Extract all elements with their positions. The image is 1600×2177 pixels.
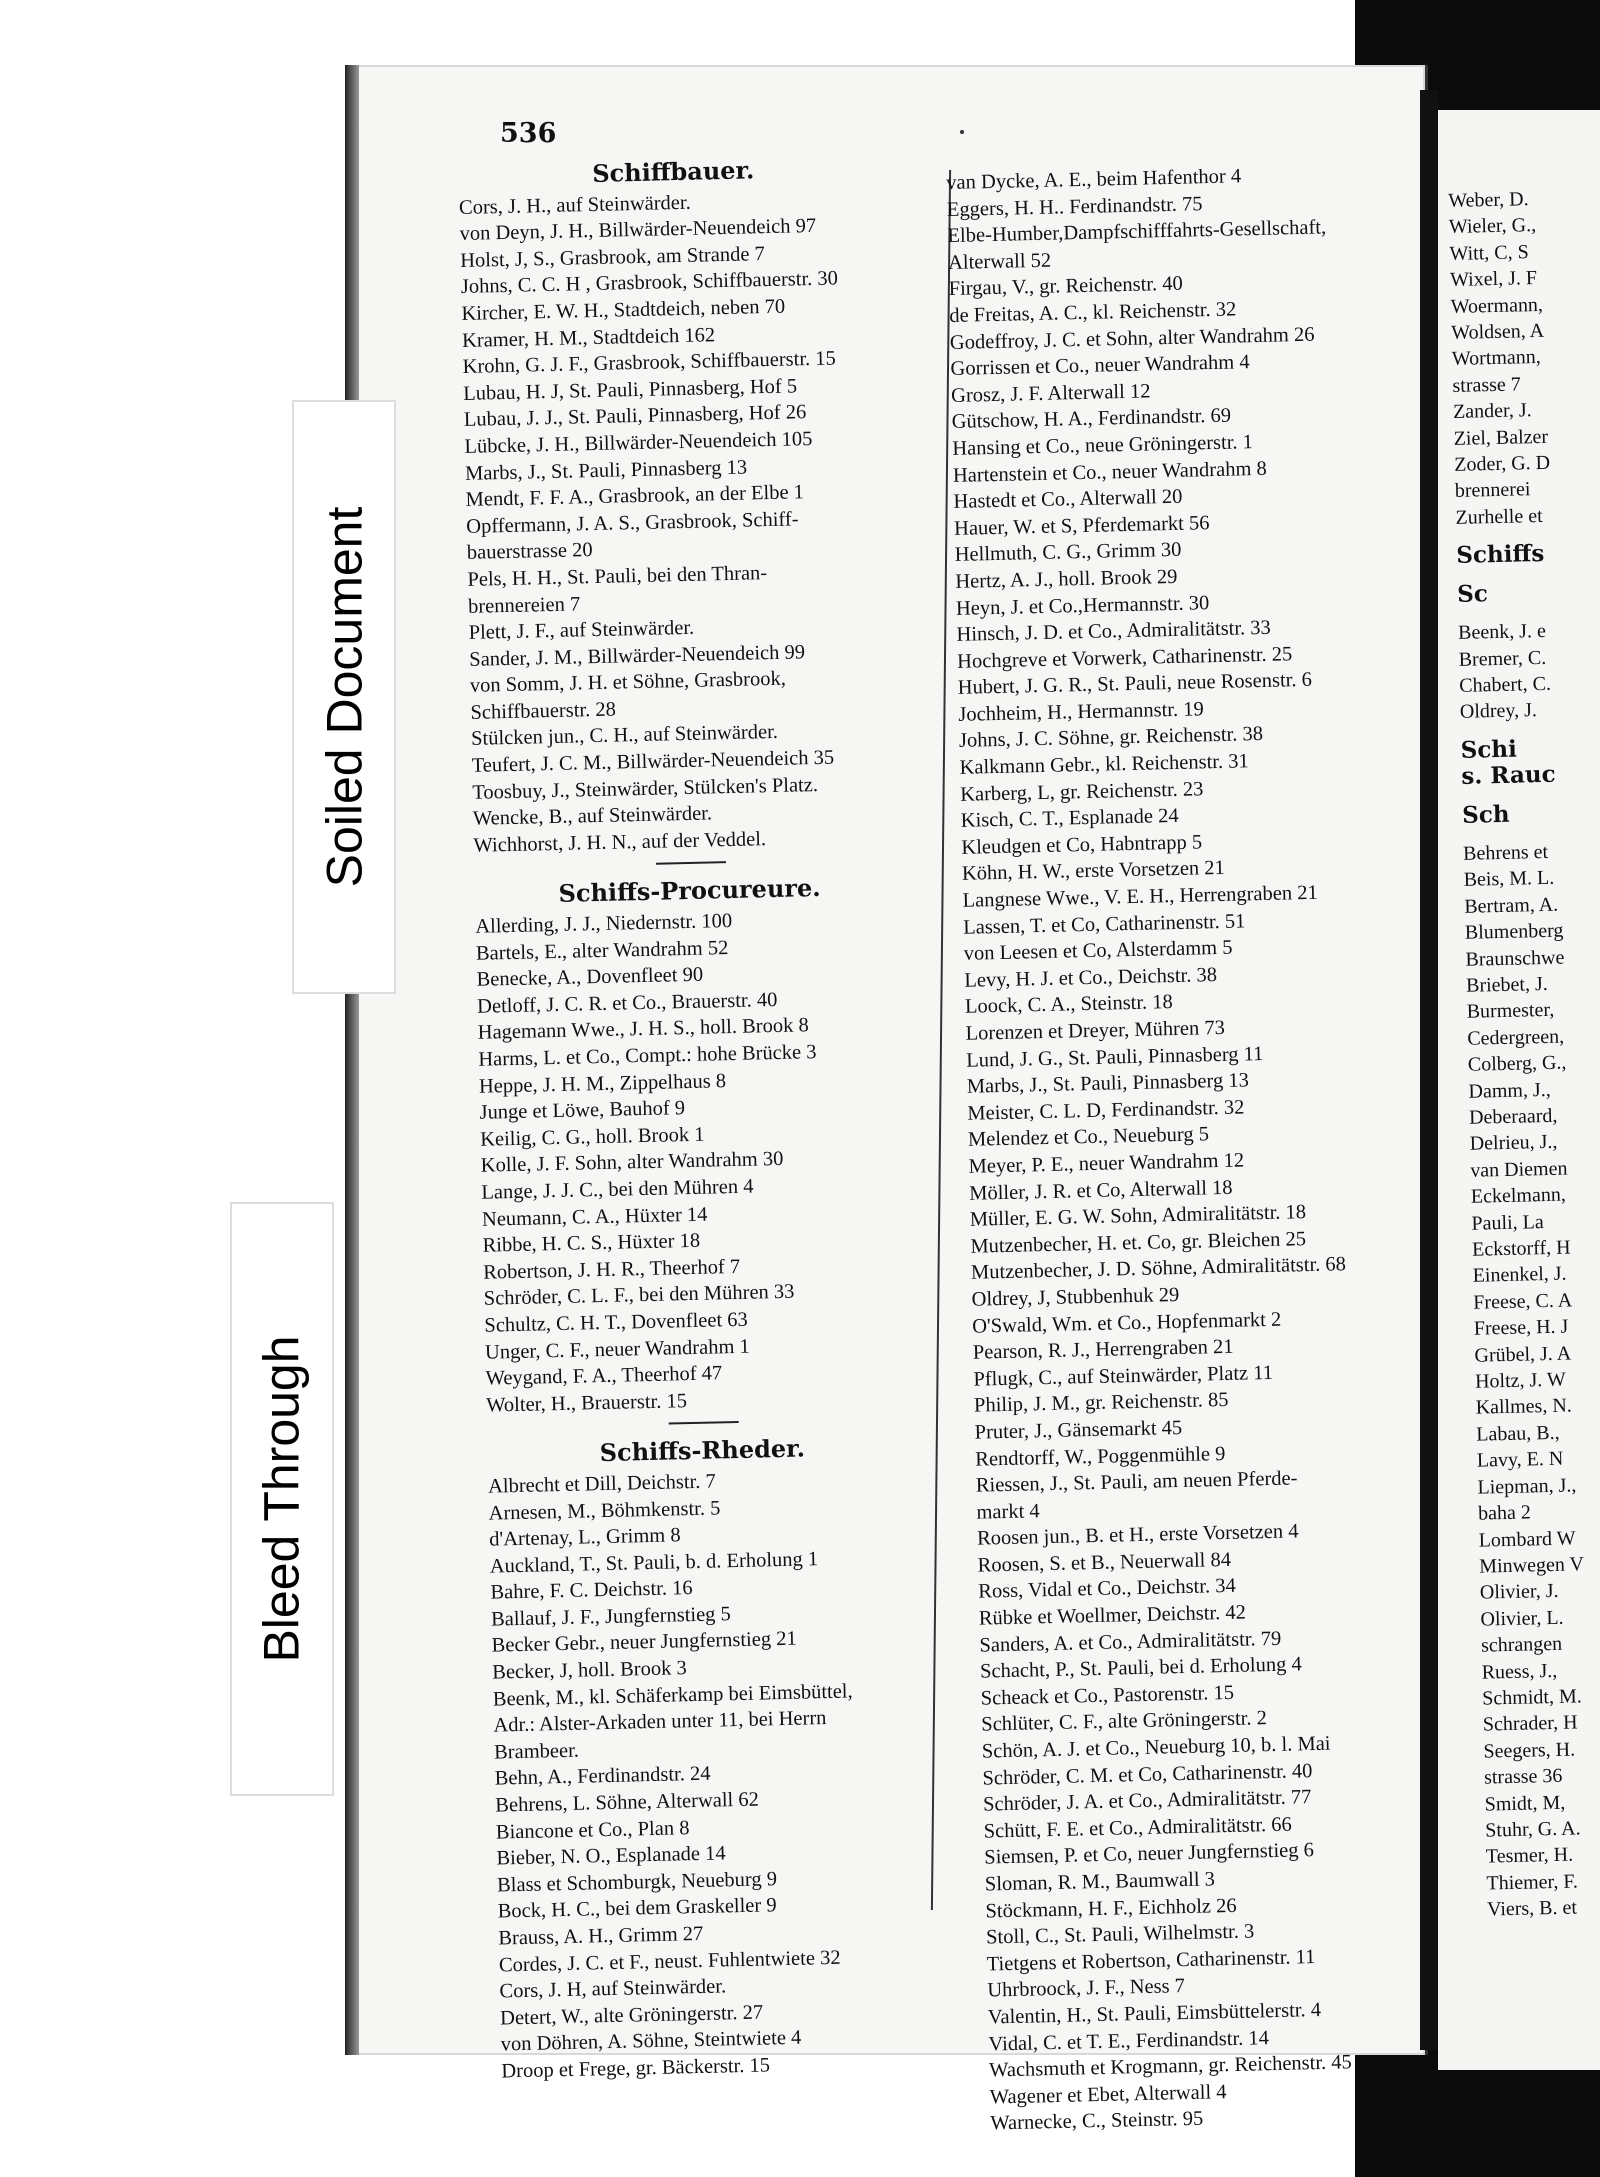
directory-entry: Roosen, S. et B., Neuerwall 84 — [977, 1548, 1232, 1577]
directory-entry: Elbe-Humber,Dampfschifffahrts-Gesellschaft, — [947, 216, 1327, 248]
directory-entry: Oldrey, J, Stubbenhuk 29 — [971, 1283, 1180, 1311]
directory-entry: Langnese Wwe., V. E. H., Herrengraben 21 — [962, 881, 1318, 912]
directory-entry: Hochgreve et Vorwerk, Catharinenstr. 25 — [956, 642, 1293, 673]
directory-entry: Lubau, H. J, St. Pauli, Pinnasberg, Hof 5 — [463, 375, 798, 405]
adjacent-page-line: Freese, H. J — [1473, 1315, 1569, 1340]
adjacent-page-line: Minwegen V — [1479, 1553, 1585, 1578]
section-divider — [669, 1421, 739, 1425]
adjacent-page-line: Smidt, M, — [1484, 1791, 1566, 1816]
directory-entry: Opffermann, J. A. S., Grasbrook, Schiff- — [466, 508, 799, 538]
directory-entry: Möller, J. R. et Co, Alterwall 18 — [968, 1176, 1233, 1205]
directory-entry: Alterwall 52 — [947, 249, 1052, 274]
directory-entry: Cordes, J. C. et F., neust. Fuhlentwiete 32 — [498, 1946, 841, 1977]
directory-entry: Hansing et Co., neue Gröningerstr. 1 — [952, 431, 1254, 460]
section-schiffs-procureure — [474, 872, 966, 1419]
directory-entry: Heppe, J. H. M., Zippelhaus 8 — [478, 1069, 727, 1098]
directory-entry: Kleudgen et Co, Habntrapp 5 — [961, 831, 1203, 859]
adjacent-page-line: Woldsen, A — [1451, 319, 1545, 344]
directory-entry: Cors, J. H, auf Steinwärder. — [499, 1975, 727, 2003]
directory-entry: Pflugk, C., auf Steinwärder, Platz 11 — [973, 1361, 1274, 1391]
directory-entry: Schröder, C. M. et Co, Catharinenstr. 40 — [982, 1759, 1313, 1790]
directory-entry: Behrens, L. Söhne, Alterwall 62 — [495, 1788, 760, 1817]
directory-entry: Harms, L. et Co., Compt.: hohe Brücke 3 — [478, 1041, 817, 1071]
directory-entry: Lund, J. G., St. Pauli, Pinnasberg 11 — [965, 1042, 1264, 1072]
section-heading: Schiffs-Rheder. — [599, 1433, 806, 1468]
directory-entry: Hastedt et Co., Alterwall 20 — [953, 485, 1183, 514]
directory-entry: Bieber, N. O., Esplanade 14 — [496, 1842, 726, 1870]
directory-entry: Vidal, C. et T. E., Ferdinandstr. 14 — [988, 2026, 1270, 2056]
directory-entry: Weygand, F. A., Theerhof 47 — [485, 1362, 723, 1390]
directory-entry: Auckland, T., St. Pauli, b. d. Erholung 1 — [489, 1547, 819, 1578]
adjacent-page-line: Eckelmann, — [1470, 1183, 1567, 1208]
bleed-through-label-text: Bleed Through — [254, 1335, 311, 1663]
directory-entry: Kisch, C. T., Esplanade 24 — [960, 805, 1179, 833]
directory-entry: Riessen, J., St. Pauli, am neuen Pferde- — [975, 1467, 1298, 1497]
adjacent-page-line: Behrens et — [1462, 840, 1549, 865]
directory-entry: Brauss, A. H., Grimm 27 — [498, 1922, 704, 1950]
directory-entry: Stöckmann, H. F., Eichholz 26 — [985, 1894, 1237, 1923]
adjacent-page-line: Witt, C, S — [1449, 241, 1529, 265]
adjacent-page-line: Ziel, Balzer — [1453, 425, 1549, 450]
directory-entry: Blass et Schomburgk, Neueburg 9 — [496, 1868, 778, 1897]
directory-entry: Brambeer. — [493, 1739, 580, 1764]
directory-entry: Schröder, C. L. F., bei den Mühren 33 — [483, 1281, 795, 1311]
adjacent-page-line: Tesmer, H. — [1485, 1843, 1574, 1868]
directory-entry: Neumann, C. A., Hüxter 14 — [481, 1203, 708, 1231]
directory-entry: Becker, J, holl. Brook 3 — [492, 1657, 687, 1684]
adjacent-page-line: Zurhelle et — [1455, 504, 1543, 529]
directory-entry: Wichhorst, J. H. N., auf der Veddel. — [473, 828, 767, 857]
soiled-document-label-text: Soiled Document — [316, 506, 373, 888]
directory-entry: van Dycke, A. E., beim Hafenthor 4 — [946, 165, 1242, 194]
directory-entry: Levy, H. J. et Co., Deichstr. 38 — [964, 963, 1218, 992]
directory-entry: d'Artenay, L., Grimm 8 — [489, 1524, 681, 1551]
entry-list — [475, 903, 966, 1419]
directory-entry: Hagemann Wwe., J. H. S., holl. Brook 8 — [477, 1014, 809, 1045]
adjacent-page-line: Delrieu, J., — [1469, 1131, 1558, 1156]
adjacent-page-line: Sc — [1456, 579, 1489, 608]
adjacent-page-line: Eckstorff, H — [1471, 1236, 1571, 1261]
directory-entry: O'Swald, Wm. et Co., Hopfenmarkt 2 — [971, 1308, 1282, 1338]
section-heading: Schiffbauer. — [591, 155, 755, 188]
adjacent-page-line: Beis, M. L. — [1463, 867, 1555, 892]
adjacent-page-line: Wieler, G., — [1448, 214, 1537, 239]
directory-entry: Heyn, J. et Co.,Hermannstr. 30 — [955, 591, 1210, 620]
adjacent-page-line: Colberg, G., — [1467, 1051, 1567, 1076]
adjacent-page-line: Grübel, J. A — [1474, 1342, 1572, 1367]
ink-speck — [960, 130, 964, 134]
directory-entry: Holst, J, S., Grasbrook, am Strande 7 — [459, 242, 766, 272]
adjacent-page-line: Sch — [1461, 800, 1510, 829]
page-binding-edge — [345, 65, 359, 2055]
directory-entry: Wachsmuth et Krogmann, gr. Reichenstr. 45 — [988, 2051, 1353, 2082]
adjacent-page-line: Lavy, E. N — [1476, 1447, 1564, 1472]
adjacent-page-line: van Diemen — [1470, 1157, 1568, 1182]
adjacent-page-line: Chabert, C. — [1459, 672, 1552, 697]
directory-entry: Detert, W., alte Gröningerstr. 27 — [499, 2001, 764, 2030]
adjacent-page-line: Damm, J., — [1468, 1078, 1551, 1103]
directory-entry: Pearson, R. J., Herrengraben 21 — [972, 1335, 1234, 1364]
directory-entry: Meyer, P. E., neuer Wandrahm 12 — [968, 1149, 1245, 1178]
entry-list — [488, 1463, 982, 2085]
directory-entry: Loock, C. A., Steinstr. 18 — [964, 991, 1174, 1019]
directory-entry: Hellmuth, C. G., Grimm 30 — [954, 539, 1182, 567]
directory-entry: Mutzenbecher, J. D. Söhne, Admiralitätstr. 68 — [970, 1253, 1347, 1285]
directory-entry: markt 4 — [976, 1499, 1040, 1524]
directory-entry: Wencke, B., auf Steinwärder. — [472, 802, 713, 831]
adjacent-page-line: Viers, B. et — [1486, 1896, 1578, 1921]
directory-entry: Teufert, J. C. M., Billwärder-Neuendeich 35 — [471, 746, 835, 777]
page-number: 536 — [500, 118, 557, 149]
directory-entry: Schlüter, C. F., alte Gröningerstr. 2 — [981, 1707, 1268, 1737]
section-divider — [656, 862, 726, 866]
directory-entry: Gütschow, H. A., Ferdinandstr. 69 — [951, 404, 1232, 434]
directory-entry: von Deyn, J. H., Billwärder-Neuendeich 97 — [459, 215, 817, 246]
directory-entry: Behn, A., Ferdinandstr. 24 — [494, 1763, 711, 1791]
adjacent-page-line: Lombard W — [1478, 1526, 1576, 1552]
directory-entry: Kircher, E. W. H., Stadtdeich, neben 70 — [461, 295, 786, 325]
adjacent-page-line: Burmester, — [1466, 999, 1555, 1024]
directory-entry: Wolter, H., Brauerstr. 15 — [485, 1389, 688, 1417]
directory-entry: bauerstrasse 20 — [466, 539, 593, 565]
directory-entry: Rübke et Woellmer, Deichstr. 42 — [978, 1601, 1247, 1630]
soiled-document-label — [292, 400, 396, 994]
directory-entry: Kolle, J. F. Sohn, alter Wandrahm 30 — [480, 1148, 784, 1178]
adjacent-page-line: Deberaard, — [1468, 1104, 1558, 1129]
directory-entry: Roosen jun., B. et H., erste Vorsetzen 4 — [976, 1520, 1299, 1550]
directory-entry: Schacht, P., St. Pauli, bei d. Erholung 4 — [979, 1653, 1302, 1683]
adjacent-page-line: Briebet, J. — [1465, 972, 1548, 997]
directory-entry: Lassen, T. et Co, Catharinenstr. 51 — [962, 910, 1246, 939]
adjacent-page-line: Oldrey, J. — [1459, 699, 1538, 724]
directory-entry: Schön, A. J. et Co., Neueburg 10, b. l. Mai — [981, 1732, 1331, 1763]
directory-entry: Keilig, C. G., holl. Brook 1 — [479, 1123, 705, 1151]
directory-entry: Marbs, J., St. Pauli, Pinnasberg 13 — [464, 456, 748, 485]
section-schiffs-rheder — [487, 1432, 981, 2085]
directory-entry: Köhn, H. W., erste Vorsetzen 21 — [961, 857, 1226, 886]
section-schiffbauer — [458, 153, 954, 859]
directory-entry: Hertz, A. J., holl. Brook 29 — [955, 565, 1178, 593]
directory-entry: Stoll, C., St. Pauli, Wilhelmstr. 3 — [985, 1920, 1255, 1949]
directory-entry: Philip, J. M., gr. Reichenstr. 85 — [973, 1389, 1229, 1417]
adjacent-page-line: Bertram, A. — [1464, 893, 1559, 918]
adjacent-page-line: Seegers, H. — [1483, 1738, 1576, 1763]
directory-entry: Warnecke, C., Steinstr. 95 — [990, 2108, 1204, 2135]
adjacent-page-line: Holtz, J. W — [1474, 1368, 1567, 1393]
directory-entry: de Freitas, A. C., kl. Reichenstr. 32 — [949, 298, 1237, 327]
directory-entry: Albrecht et Dill, Deichstr. 7 — [487, 1470, 716, 1498]
adjacent-page-line: Woermann, — [1450, 293, 1544, 318]
directory-entry: Scheack et Co., Pastorenstr. 15 — [980, 1681, 1235, 1710]
section-heading: Schiffs-Procureure. — [558, 873, 821, 909]
directory-entry: Kalkmann Gebr., kl. Reichenstr. 31 — [959, 750, 1249, 779]
directory-entry: Plett, J. F., auf Steinwärder. — [468, 616, 695, 644]
adjacent-page-line: brennerei — [1454, 478, 1531, 503]
directory-entry: Siemsen, P. et Co, neuer Jungfernstieg 6 — [984, 1839, 1315, 1869]
directory-entry: Sloman, R. M., Baumwall 3 — [984, 1868, 1216, 1896]
directory-entry: von Döhren, A. Söhne, Steintwiete 4 — [500, 2027, 802, 2056]
directory-entry: Jochheim, H., Hermannstr. 19 — [958, 698, 1204, 726]
adjacent-page-line: Zoder, G. D — [1454, 451, 1551, 476]
directory-entry: Hinsch, J. D. et Co., Admiralitätstr. 33 — [956, 616, 1272, 646]
adjacent-page-line: Kallmes, N. — [1475, 1394, 1573, 1420]
directory-entry: Mendt, F. F. A., Grasbrook, an der Elbe 1 — [465, 481, 805, 512]
adjacent-page-line: Beenk, J. e — [1457, 619, 1547, 644]
directory-entry: Schütt, F. E. et Co., Admiralitätstr. 66 — [983, 1813, 1293, 1843]
directory-entry: Müller, E. G. W. Sohn, Admiralitätstr. 18 — [969, 1201, 1307, 1231]
adjacent-page-line: Stuhr, G. A. — [1485, 1817, 1581, 1842]
directory-entry: Sanders, A. et Co., Admiralitätstr. 79 — [979, 1627, 1282, 1657]
directory-entry: Toosbuy, J., Steinwärder, Stülcken's Platz. — [472, 773, 819, 804]
directory-entry: Lubau, J. J., St. Pauli, Pinnasberg, Hof 26 — [463, 401, 807, 432]
entry-list — [946, 159, 1471, 2137]
adjacent-page-line: strasse 36 — [1483, 1764, 1563, 1789]
adjacent-page-line: Schmidt, M. — [1482, 1685, 1582, 1710]
adjacent-page-line: s. Rauc — [1461, 760, 1556, 790]
adjacent-page-line: Olivier, L. — [1480, 1606, 1564, 1631]
directory-entry: Meister, C. L. D, Ferdinandstr. 32 — [967, 1096, 1245, 1125]
adjacent-page-line: Wortmann, — [1451, 346, 1542, 371]
directory-entry: Valentin, H., St. Pauli, Eimsbüttelerstr. 4 — [987, 1998, 1322, 2029]
directory-entry: Unger, C. F., neuer Wandrahm 1 — [484, 1335, 751, 1364]
adjacent-page-line: Wixel, J. F — [1449, 267, 1538, 292]
adjacent-page-line: Schi — [1460, 735, 1518, 764]
directory-entry: Stülcken jun., C. H., auf Steinwärder. — [470, 721, 779, 751]
directory-entry: brennereien 7 — [467, 592, 581, 618]
directory-entry: Krohn, G. J. F., Grasbrook, Schiffbauerstr. 15 — [462, 347, 837, 379]
adjacent-page-line: Thiemer, F. — [1486, 1870, 1579, 1895]
directory-entry: Ribbe, H. C. S., Hüxter 18 — [482, 1229, 701, 1257]
directory-entry: Karberg, L, gr. Reichenstr. 23 — [959, 777, 1204, 806]
directory-entry: Bahre, F. C. Deichstr. 16 — [490, 1577, 693, 1604]
directory-entry: Sander, J. M., Billwärder-Neuendeich 99 — [469, 640, 806, 671]
directory-entry: Allerding, J. J., Niedernstr. 100 — [475, 910, 733, 938]
adjacent-page-line: Freese, C. A — [1473, 1289, 1573, 1314]
adjacent-page-line: baha 2 — [1477, 1501, 1532, 1525]
directory-entry: Johns, J. C. Söhne, gr. Reichenstr. 38 — [958, 723, 1264, 753]
directory-entry: Rendtorff, W., Poggenmühle 9 — [975, 1442, 1226, 1471]
adjacent-page-line: Ruess, J., — [1481, 1659, 1558, 1684]
directory-entry: Pruter, J., Gänsemarkt 45 — [974, 1416, 1183, 1444]
adjacent-page-line: Olivier, J. — [1479, 1580, 1559, 1604]
directory-entry: Detloff, J. C. R. et Co., Brauerstr. 40 — [476, 988, 778, 1018]
directory-entry: Firgau, V., gr. Reichenstr. 40 — [948, 273, 1183, 301]
directory-entry: Robertson, J. H. R., Theerhof 7 — [482, 1255, 741, 1284]
directory-entry: von Somm, J. H. et Söhne, Grasbrook, — [469, 667, 787, 698]
directory-entry: Schiffbauerstr. 28 — [470, 698, 617, 724]
adjacent-page-line: Blumenberg — [1464, 919, 1564, 944]
directory-entry: Tietgens et Robertson, Catharinenstr. 11 — [986, 1945, 1316, 1976]
directory-entry: Mutzenbecher, H. et. Co, gr. Bleichen 25 — [970, 1227, 1307, 1258]
directory-entry: Cors, J. H., auf Steinwärder. — [458, 191, 691, 219]
directory-entry: Junge et Löwe, Bauhof 9 — [479, 1097, 686, 1124]
directory-entry: Bartels, E., alter Wandrahm 52 — [475, 936, 729, 965]
entry-list — [459, 184, 954, 860]
bleed-through-label — [230, 1202, 334, 1796]
directory-entry: Biancone et Co., Plan 8 — [495, 1816, 690, 1844]
adjacent-page-line: Liepman, J., — [1477, 1474, 1577, 1499]
adjacent-page-line: Schrader, H — [1482, 1711, 1578, 1736]
directory-entry: Hubert, J. G. R., St. Pauli, neue Rosenstr. 6 — [957, 669, 1313, 700]
directory-entry: Benecke, A., Dovenfleet 90 — [476, 963, 704, 992]
directory-entry: Wagener et Ebet, Alterwall 4 — [989, 2080, 1227, 2109]
directory-entry: Ballauf, J. F., Jungfernstieg 5 — [490, 1603, 732, 1631]
right-column — [946, 159, 1471, 2137]
directory-entry: Kramer, H. M., Stadtdeich 162 — [461, 323, 716, 352]
directory-entry: von Leesen et Co, Alsterdamm 5 — [963, 936, 1233, 966]
directory-entry: Droop et Frege, gr. Bäckerstr. 15 — [501, 2054, 771, 2083]
adjacent-page-line: Schiffs — [1456, 540, 1545, 570]
adjacent-page — [1438, 110, 1600, 2070]
adjacent-page-line: Braunschwe — [1465, 946, 1565, 971]
directory-entry: Adr.: Alster-Arkaden unter 11, bei Herrn — [493, 1707, 827, 1737]
directory-entry: Gorrissen et Co., neuer Wandrahm 4 — [950, 351, 1250, 381]
directory-entry: Marbs, J., St. Pauli, Pinnasberg 13 — [966, 1069, 1250, 1098]
adjacent-page-line: strasse 7 — [1452, 373, 1522, 397]
directory-entry: Lorenzen et Dreyer, Mühren 73 — [965, 1016, 1226, 1045]
directory-entry: Schultz, C. H. T., Dovenfleet 63 — [484, 1308, 749, 1337]
adjacent-page-line: Weber, D. — [1448, 188, 1529, 212]
directory-entry: Lange, J. J. C., bei den Mühren 4 — [481, 1175, 754, 1204]
directory-entry: Hauer, W. et S, Pferdemarkt 56 — [953, 511, 1210, 540]
adjacent-page-line: Labau, B., — [1476, 1421, 1560, 1446]
directory-entry: Godeffroy, J. C. et Sohn, alter Wandrahm 26 — [949, 323, 1315, 354]
directory-entry: Melendez et Co., Neueburg 5 — [967, 1123, 1210, 1152]
directory-entry: Pels, H. H., St. Pauli, bei den Thran- — [467, 562, 768, 591]
directory-entry: Beenk, M., kl. Schäferkamp bei Eimsbüttel, — [492, 1680, 853, 1711]
directory-entry: Johns, C. C. H , Grasbrook, Schiffbauerstr. 30 — [460, 267, 839, 299]
adjacent-page-line: Cedergreen, — [1467, 1025, 1565, 1050]
directory-entry: Lübcke, J. H., Billwärder-Neuendeich 105 — [464, 427, 813, 458]
adjacent-page-line: Pauli, La — [1471, 1210, 1544, 1235]
directory-entry: Becker Gebr., neuer Jungfernstieg 21 — [491, 1628, 797, 1658]
directory-entry: Bock, H. C., bei dem Graskeller 9 — [497, 1894, 777, 1923]
directory-entry: Arnesen, M., Böhmkenstr. 5 — [488, 1496, 721, 1525]
directory-entry: Uhrbroock, J. F., Ness 7 — [987, 1975, 1186, 2002]
directory-entry: Ross, Vidal et Co., Deichstr. 34 — [978, 1575, 1236, 1604]
directory-entry: Grosz, J. F. Alterwall 12 — [950, 380, 1151, 407]
directory-entry: Eggers, H. H.. Ferdinandstr. 75 — [946, 192, 1203, 221]
directory-entry: Schröder, J. A. et Co., Admiralitätstr. 77 — [982, 1786, 1312, 1816]
adjacent-page-line: Einenkel, J. — [1472, 1263, 1567, 1288]
adjacent-page-text — [1448, 186, 1592, 1924]
left-column — [458, 151, 982, 2085]
adjacent-page-line: Bremer, C. — [1458, 646, 1547, 671]
adjacent-page-line: Zander, J. — [1452, 399, 1532, 424]
directory-entry: Hartenstein et Co., neuer Wandrahm 8 — [952, 457, 1268, 487]
adjacent-page-line: schrangen — [1480, 1632, 1563, 1657]
